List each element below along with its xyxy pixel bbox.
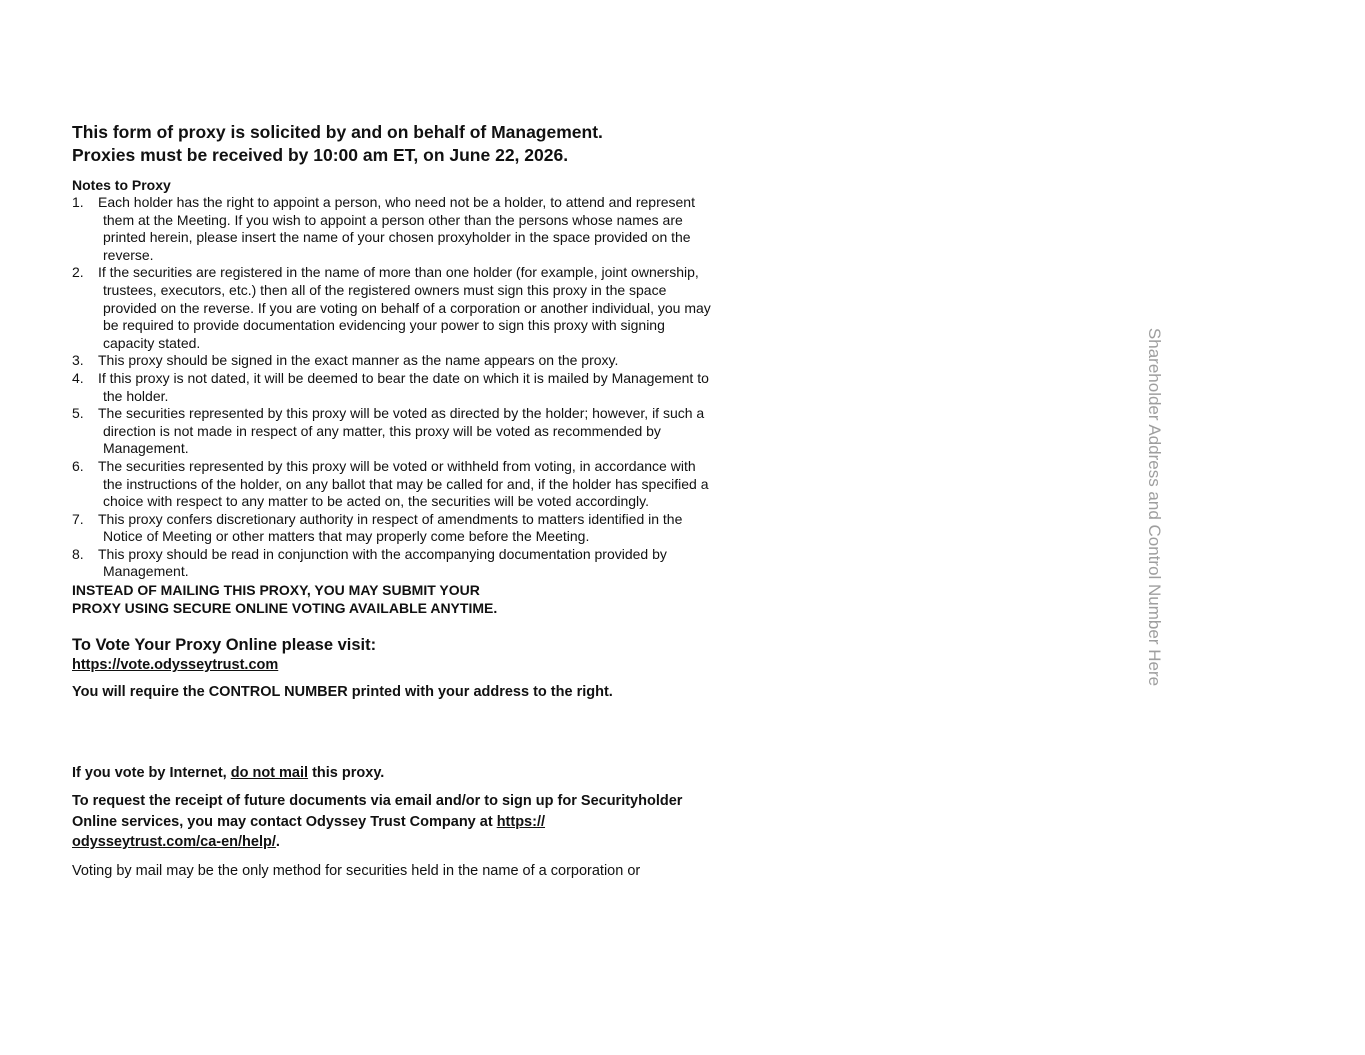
note-item xyxy=(72,352,712,370)
mail-voting-note: Voting by mail may be the only method for securities held in the name of a corporation or xyxy=(72,862,641,879)
note-number: 7. xyxy=(72,510,84,527)
internet-note-suffix: this proxy. xyxy=(308,765,385,782)
note-number: 1. xyxy=(72,194,84,210)
note-item xyxy=(72,405,712,458)
headline-line-2: Proxies must be received by 10:00 am ET, on June 22, 2026. xyxy=(72,145,569,165)
future-documents-trailing: . xyxy=(275,834,280,851)
notes-list xyxy=(72,194,712,581)
note-number: 4. xyxy=(72,369,84,386)
future-documents-text: To request the receipt of future documents via email and/or to sign up for Securityholder Online services, you may contact Odyssey Trust Company at xyxy=(72,793,683,830)
note-item xyxy=(72,458,712,511)
note-text: If the securities are registered in the name of more than one holder (for example, joint ownership, trustees, executors, etc.) then all of the registered owners must sign this proxy in the space provided on the reverse. If you are voting on behalf of a corporation or another individual, you may be required to provide documentation evidencing your power to sign this proxy with signing capacity stated. xyxy=(98,264,711,351)
internet-note-prefix: If you vote by Internet, xyxy=(72,765,231,782)
future-documents-note xyxy=(72,791,712,853)
note-number: 8. xyxy=(72,545,84,562)
notes-title: Notes to Proxy xyxy=(72,177,171,193)
online-voting-notice xyxy=(72,581,712,617)
control-number-note: You will require the CONTROL NUMBER printed with your address to the right. xyxy=(72,684,613,701)
note-item xyxy=(72,511,712,546)
note-text: The securities represented by this proxy will be voted or withheld from voting, in accordance with the instructions of the holder, on any ballot that may be called for and, if the holder has specified a choice with respect to any matter to be acted on, the securities will be voted accordingly. xyxy=(98,457,709,510)
online-vote-heading: To Vote Your Proxy Online please visit: xyxy=(72,636,377,655)
note-number: 3. xyxy=(72,352,84,369)
note-text: The securities represented by this proxy will be voted as directed by the holder; however, if such a direction is not made in respect of any matter, this proxy will be voted as recommended by Management. xyxy=(98,405,705,457)
headline-line-1: This form of proxy is solicited by and on behalf of Management. xyxy=(72,122,603,142)
note-text: This proxy confers discretionary authority in respect of amendments to matters identified in the Notice of Meeting or other matters that may properly come before the Meeting. xyxy=(98,510,683,545)
note-number: 2. xyxy=(72,264,84,281)
note-number: 5. xyxy=(72,405,84,422)
internet-vote-note xyxy=(72,764,712,782)
note-item xyxy=(72,194,712,264)
note-item xyxy=(72,546,712,581)
note-text: This proxy should be read in conjunction with the accompanying documentation provided by Management. xyxy=(98,545,667,580)
note-number: 6. xyxy=(72,457,84,474)
online-voting-notice-line-2: PROXY USING SECURE ONLINE VOTING AVAILABLE ANYTIME. xyxy=(72,600,498,617)
vote-online-link[interactable]: https://vote.odysseytrust.com xyxy=(72,657,279,674)
internet-note-emphasis: do not mail xyxy=(230,765,309,782)
address-placeholder-label: Shareholder Address and Control Number Here xyxy=(1145,327,1164,687)
note-item xyxy=(72,370,712,405)
online-voting-notice-line-1: INSTEAD OF MAILING THIS PROXY, YOU MAY SUBMIT YOUR xyxy=(72,582,480,599)
note-text: If this proxy is not dated, it will be deemed to bear the date on which it is mailed by Management to the holder. xyxy=(98,369,709,404)
proxy-instructions xyxy=(72,121,712,880)
note-text: This proxy should be signed in the exact manner as the name appears on the proxy. xyxy=(98,352,619,369)
help-link[interactable]: https:// odysseytrust.com/ca-en/help/ xyxy=(72,813,546,851)
note-item xyxy=(72,264,712,352)
note-text: Each holder has the right to appoint a person, who need not be a holder, to attend and represent them at the Meeting. If you wish to appoint a person other than the persons whose names are printed herein, please insert the name of your chosen proxyholder in the space provided on the reverse. xyxy=(98,194,695,263)
headline xyxy=(72,121,712,167)
